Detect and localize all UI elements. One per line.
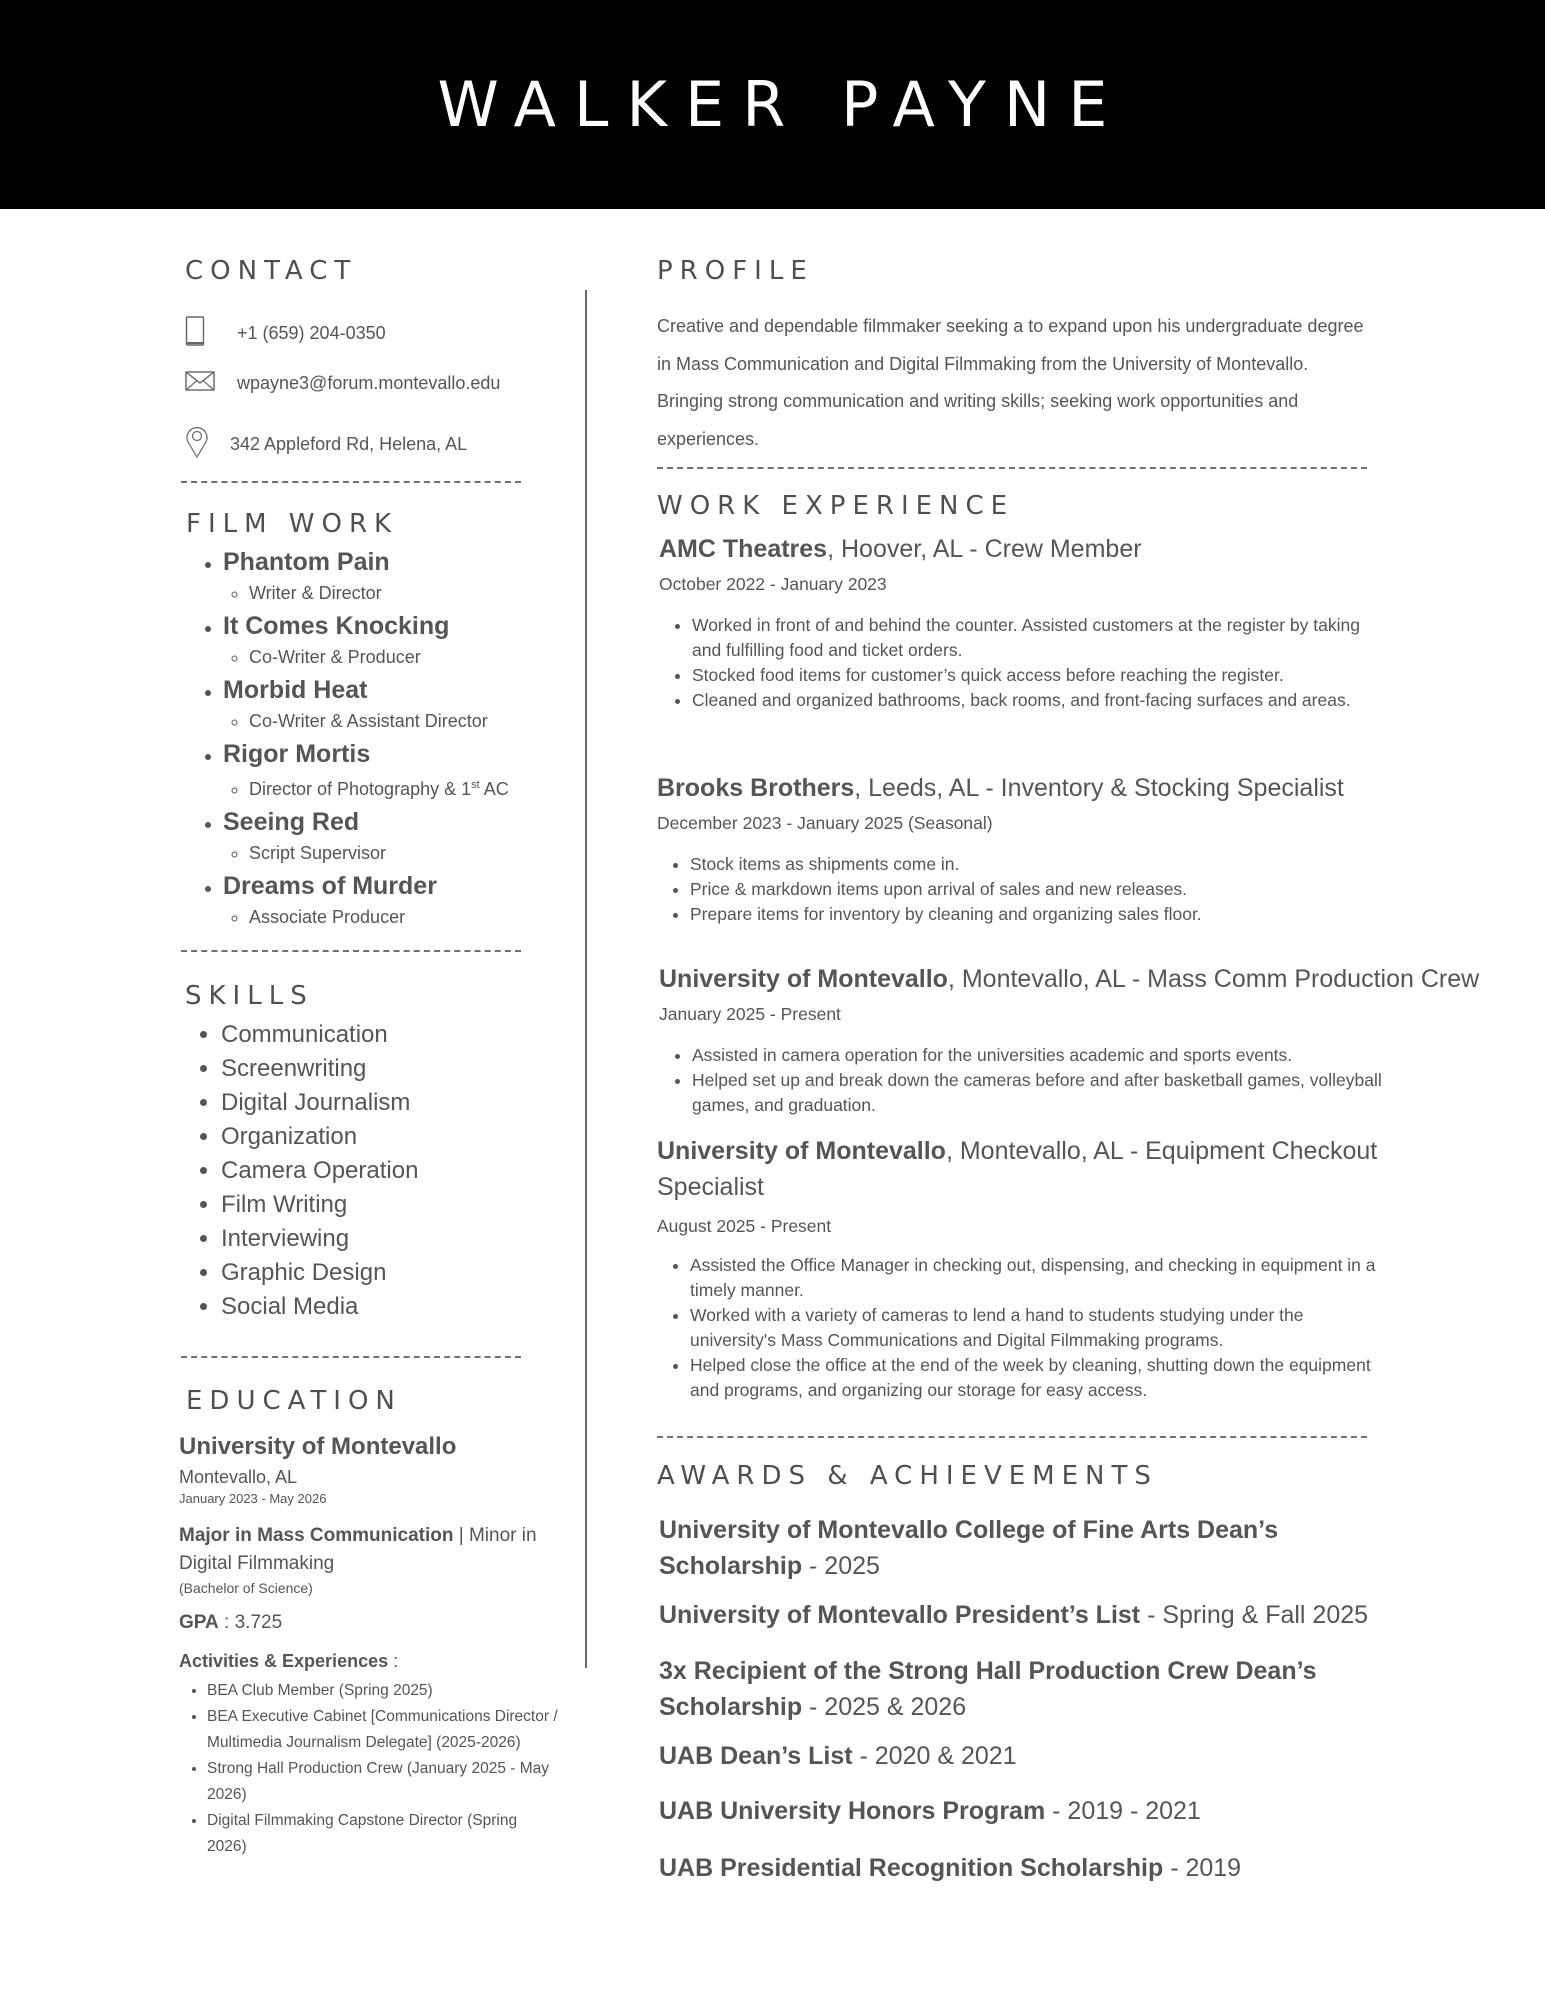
school-name: University of Montevallo [179, 1433, 457, 1460]
skill-item: • Graphic Design [221, 1256, 581, 1290]
job-bullet: • Cleaned and organized bathrooms, back rooms, and front-facing surfaces and areas. [692, 688, 1392, 713]
job-details: , Montevallo, AL - Mass Comm Production Crew [947, 965, 1480, 993]
award-detail: - 2025 [802, 1552, 880, 1580]
job-bullets [659, 613, 1392, 713]
activity-item: • BEA Executive Cabinet [Communications Director / Multimedia Journalism Delegate] (2025-2026) [207, 1704, 559, 1756]
employer: University of Montevallo [657, 1137, 946, 1165]
work-experience-heading: WORK EXPERIENCE [657, 491, 1015, 521]
job-bullet: • Prepare items for inventory by cleaning and organizing sales floor. [690, 902, 1390, 927]
job-bullet: • Stock items as shipments come in. [690, 852, 1390, 877]
envelope-icon [185, 371, 237, 396]
award-item [659, 1738, 1379, 1774]
phone-icon [185, 316, 237, 351]
activity-item: • BEA Club Member (Spring 2025) [207, 1678, 559, 1704]
gpa-label: GPA [179, 1612, 219, 1633]
award-item [659, 1793, 1379, 1829]
film-item [223, 610, 603, 672]
job-dates: January 2025 - Present [659, 1004, 841, 1024]
job-entry [659, 531, 1519, 713]
award-name: University of Montevallo President’s List [659, 1601, 1141, 1629]
award-item [659, 1850, 1379, 1886]
phone-link[interactable]: +1 (659) 204-0350 [237, 323, 386, 343]
job-bullet: • Price & markdown items upon arrival of sales and new releases. [690, 877, 1390, 902]
column-divider [585, 290, 587, 1668]
film-role: ◦ Script Supervisor [249, 838, 603, 868]
job-dates: August 2025 - Present [657, 1216, 832, 1236]
awards-heading: AWARDS & ACHIEVEMENTS [657, 1461, 1158, 1491]
candidate-name: WALKER PAYNE [437, 68, 1126, 141]
activities-colon: : [388, 1651, 399, 1671]
skill-item: • Camera Operation [221, 1154, 581, 1188]
activity-item: • Digital Filmmaking Capstone Director (Spring 2026) [207, 1808, 559, 1860]
ordinal-suffix: st [471, 779, 480, 791]
job-bullet: • Assisted in camera operation for the universities academic and sports events. [692, 1043, 1382, 1068]
job-entry [659, 961, 1519, 1118]
award-detail: - 2019 - 2021 [1045, 1797, 1201, 1825]
film-item [223, 546, 603, 608]
minor: | Minor in Digital Filmmaking [179, 1525, 537, 1574]
award-name: UAB Presidential Recognition Scholarship [659, 1854, 1164, 1882]
film-work-list [185, 546, 603, 934]
job-details: , Hoover, AL - Crew Member [827, 535, 1142, 563]
film-role-text-after: AC [479, 779, 509, 799]
job-details: , Leeds, AL - Inventory & Stocking Specialist [854, 774, 1344, 802]
job-bullet: • Worked in front of and behind the counter. Assisted customers at the register by taking and fulfilling food and ticket orders. [692, 613, 1392, 663]
film-item [223, 806, 603, 868]
activities-list [179, 1678, 559, 1860]
education-entry [179, 1430, 559, 1860]
job-details: , Montevallo, AL - Equipment Checkout Specialist [657, 1137, 1378, 1201]
employer: Brooks Brothers [657, 774, 855, 802]
divider [181, 1356, 521, 1358]
award-name: UAB Dean’s List [659, 1742, 853, 1770]
film-role: ◦ Associate Producer [249, 902, 603, 932]
skill-item: • Social Media [221, 1290, 581, 1324]
film-item [223, 674, 603, 736]
award-item [659, 1653, 1359, 1725]
education-heading: EDUCATION [186, 1386, 402, 1416]
job-bullets [659, 1043, 1382, 1118]
contact-email [185, 371, 500, 396]
contact-address [185, 426, 467, 463]
divider [657, 1436, 1367, 1438]
degree [179, 1522, 559, 1578]
employer: AMC Theatres [659, 535, 828, 563]
job-bullet: • Worked with a variety of cameras to lend a hand to students studying under the university's Mass Communications and Digital Filmmaking programs. [690, 1303, 1380, 1353]
skills-heading: SKILLS [185, 981, 314, 1011]
film-role: ◦ Co-Writer & Producer [249, 642, 603, 672]
film-item [223, 738, 603, 804]
job-dates: December 2023 - January 2025 (Seasonal) [657, 813, 993, 833]
job-dates: October 2022 - January 2023 [659, 574, 887, 594]
activities-heading [179, 1648, 559, 1674]
award-detail: - 2019 [1163, 1854, 1242, 1882]
job-bullet: • Helped set up and break down the cameras before and after basketball games, volleyball games, and graduation. [692, 1068, 1382, 1118]
film-title: It Comes Knocking [223, 612, 450, 640]
film-role: ◦ Writer & Director [249, 578, 603, 608]
job-entry [657, 770, 1517, 927]
profile-text: Creative and dependable filmmaker seeking a to expand upon his undergraduate degree in Mass Communication and Digital Filmmaking from the University of Montevallo. Bringing strong communication and writing skills; seeking work opportunities and experiences. [657, 316, 1364, 449]
divider [181, 950, 521, 952]
email-link[interactable]: wpayne3@forum.montevallo.edu [237, 373, 501, 393]
divider [657, 467, 1367, 469]
address-text: 342 Appleford Rd, Helena, AL [230, 434, 468, 454]
film-title: Phantom Pain [223, 548, 390, 576]
film-title: Dreams of Murder [223, 872, 437, 900]
skill-item: • Communication [221, 1018, 581, 1052]
job-bullets [657, 1253, 1380, 1403]
film-title: Rigor Mortis [223, 740, 371, 768]
school-dates: January 2023 - May 2026 [179, 1491, 327, 1506]
skill-item: • Screenwriting [221, 1052, 581, 1086]
film-item [223, 870, 603, 932]
job-title [657, 770, 1517, 806]
film-role: ◦ Co-Writer & Assistant Director [249, 706, 603, 736]
skill-item: • Film Writing [221, 1188, 581, 1222]
skill-item: • Interviewing [221, 1222, 581, 1256]
job-bullet: • Helped close the office at the end of the week by cleaning, shutting down the equipment and programs, and organizing our storage for easy access. [690, 1353, 1380, 1403]
job-title [659, 531, 1519, 567]
job-title [659, 961, 1519, 997]
contact-phone [185, 316, 386, 351]
activity-item: • Strong Hall Production Crew (January 2025 - May 2026) [207, 1756, 559, 1808]
award-detail: - Spring & Fall 2025 [1140, 1601, 1369, 1629]
award-name: UAB University Honors Program [659, 1797, 1046, 1825]
degree-type: (Bachelor of Science) [179, 1580, 313, 1596]
gpa [179, 1610, 559, 1636]
job-entry [657, 1133, 1397, 1403]
contact-heading: CONTACT [185, 256, 358, 286]
activities-label: Activities & Experiences [179, 1651, 389, 1671]
award-detail: - 2025 & 2026 [802, 1693, 967, 1721]
job-title [657, 1133, 1397, 1205]
job-bullet: • Stocked food items for customer’s quick access before reaching the register. [692, 663, 1392, 688]
film-work-heading: FILM WORK [186, 509, 399, 539]
major: Major in Mass Communication [179, 1525, 454, 1546]
skill-item: • Digital Journalism [221, 1086, 581, 1120]
award-item [659, 1512, 1339, 1584]
skill-item: • Organization [221, 1120, 581, 1154]
award-item [659, 1597, 1419, 1633]
job-bullet: • Assisted the Office Manager in checking out, dispensing, and checking in equipment in a timely manner. [690, 1253, 1380, 1303]
employer: University of Montevallo [659, 965, 948, 993]
gpa-value: : 3.725 [218, 1612, 283, 1633]
header-banner [0, 0, 1545, 209]
film-role [249, 770, 603, 804]
film-role-text: Director of Photography & 1 [249, 779, 472, 799]
award-detail: - 2020 & 2021 [852, 1742, 1017, 1770]
profile-heading: PROFILE [657, 256, 814, 286]
award-name: 3x Recipient of the Strong Hall Production Crew Dean’s Scholarship [659, 1657, 1317, 1721]
skills-list [185, 1018, 581, 1324]
map-pin-icon [185, 426, 230, 463]
award-name: University of Montevallo College of Fine Arts Dean’s Scholarship [659, 1516, 1279, 1580]
divider [181, 481, 521, 483]
film-title: Morbid Heat [223, 676, 368, 704]
job-bullets [657, 852, 1390, 927]
school-location: Montevallo, AL [179, 1467, 298, 1487]
film-title: Seeing Red [223, 808, 360, 836]
